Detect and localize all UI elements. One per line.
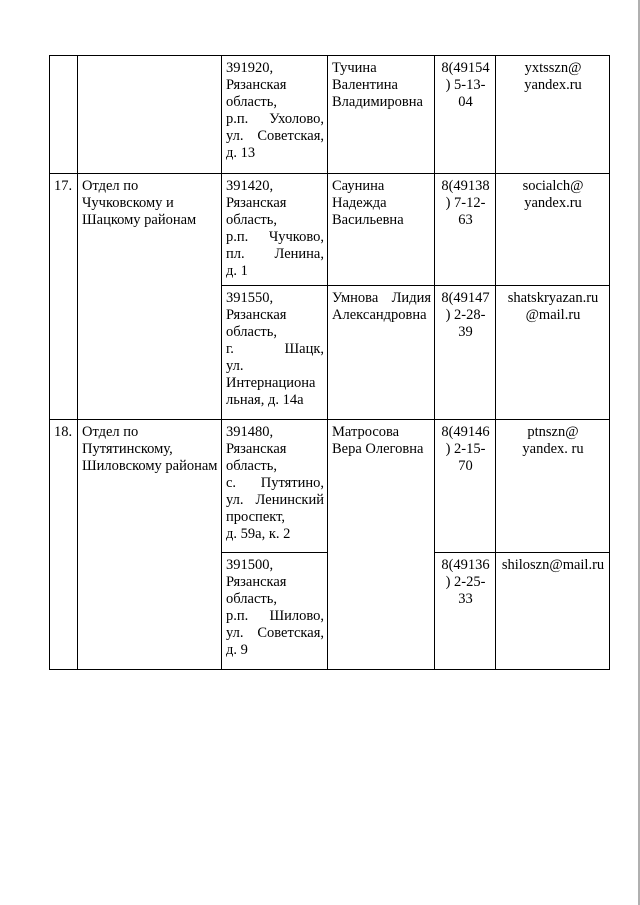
email-line: ptnszn@ xyxy=(527,424,579,440)
email-line: @mail.ru xyxy=(525,307,581,323)
row-number: 17. xyxy=(50,174,78,420)
person-name-line: Умнова Лидия xyxy=(332,290,431,306)
person-name-line: Саунина xyxy=(332,178,385,194)
address-line: льная, д. 14а xyxy=(226,392,304,408)
email-line: yxtsszn@ xyxy=(524,60,582,76)
address-line: д. 9 xyxy=(226,642,248,658)
address-line: Рязанская xyxy=(226,307,287,323)
phone-line: 04 xyxy=(458,94,473,110)
contacts-table xyxy=(49,55,610,670)
person-name-line: Владимировна xyxy=(332,94,423,110)
row-number: 18. xyxy=(50,420,78,670)
email-cell xyxy=(496,553,610,670)
person-cell xyxy=(328,56,435,174)
address-line: р.п. Чучково, xyxy=(226,229,324,245)
phone-line: ) 2-15- xyxy=(445,441,486,457)
email-cell xyxy=(496,286,610,420)
phone-cell xyxy=(435,553,496,670)
address-line: Рязанская xyxy=(226,574,287,590)
email-line: shatskryazan.ru xyxy=(507,290,599,306)
phone-line: ) 7-12- xyxy=(445,195,486,211)
phone-line: 39 xyxy=(458,324,473,340)
num-cell xyxy=(50,56,78,174)
person-name-line: Вера Олеговна xyxy=(332,441,424,457)
address-line: 391480, xyxy=(226,424,274,440)
email-cell xyxy=(496,174,610,286)
person-name-line: Александровна xyxy=(332,307,427,323)
address-line: 391420, xyxy=(226,178,274,194)
address-line: ул. Советская, xyxy=(226,128,324,144)
address-line: область, xyxy=(226,324,277,340)
phone-line: 63 xyxy=(458,212,473,228)
address-line: с. Путятино, xyxy=(226,475,324,491)
address-cell xyxy=(222,420,328,553)
dept-cell xyxy=(78,56,222,174)
phone-line: 8(49138 xyxy=(441,178,490,194)
phone-line: ) 5-13- xyxy=(445,77,486,93)
address-line: р.п. Ухолово, xyxy=(226,111,324,127)
table-row xyxy=(50,56,610,174)
email-cell xyxy=(496,56,610,174)
address-line: г. Шацк, xyxy=(226,341,324,357)
address-line: Рязанская xyxy=(226,195,287,211)
person-name-line: Надежда xyxy=(332,195,387,211)
address-line: область, xyxy=(226,591,277,607)
address-line: 391920, xyxy=(226,60,274,76)
address-line: проспект, xyxy=(226,509,285,525)
person-name-line: Тучина xyxy=(332,60,377,76)
address-line: область, xyxy=(226,212,277,228)
address-line: область, xyxy=(226,458,277,474)
address-line: ул. Советская, xyxy=(226,625,324,641)
address-cell xyxy=(222,56,328,174)
phone-line: 8(49147 xyxy=(441,290,490,306)
person-cell xyxy=(328,420,435,670)
address-line: Рязанская xyxy=(226,441,287,457)
phone-line: ) 2-25- xyxy=(445,574,486,590)
address-cell xyxy=(222,286,328,420)
phone-cell xyxy=(435,286,496,420)
phone-line: 33 xyxy=(458,591,473,607)
phone-line: 8(49146 xyxy=(441,424,490,440)
address-line: пл. Ленина, xyxy=(226,246,324,262)
email-line: shiloszn@mail.ru xyxy=(501,557,605,573)
email-line: yandex.ru xyxy=(524,195,582,211)
person-cell xyxy=(328,174,435,286)
person-name-line: Валентина xyxy=(332,77,398,93)
address-line: д. 1 xyxy=(226,263,248,279)
address-line: ул. Ленинский xyxy=(226,492,324,508)
email-line: socialch@ xyxy=(522,178,584,194)
person-name-line: Матросова xyxy=(332,424,400,440)
phone-cell xyxy=(435,174,496,286)
address-line: ул. xyxy=(226,358,244,374)
dept-name: Отдел по Путятинскому, Шиловскому районам xyxy=(78,420,222,670)
phone-line: 8(49136 xyxy=(441,557,490,573)
address-cell xyxy=(222,174,328,286)
table-row xyxy=(50,174,610,286)
address-line: Интернациона xyxy=(226,375,316,391)
address-cell xyxy=(222,553,328,670)
address-line: Рязанская xyxy=(226,77,287,93)
person-cell xyxy=(328,286,435,420)
phone-line: ) 2-28- xyxy=(445,307,486,323)
address-line: 391500, xyxy=(226,557,274,573)
address-line: д. 13 xyxy=(226,145,256,161)
address-line: 391550, xyxy=(226,290,274,306)
address-line: р.п. Шилово, xyxy=(226,608,324,624)
phone-cell xyxy=(435,420,496,553)
email-cell xyxy=(496,420,610,553)
address-line: д. 59а, к. 2 xyxy=(226,526,291,542)
dept-name: Отдел по Чучковскому и Шацкому районам xyxy=(78,174,222,420)
email-line: yandex.ru xyxy=(524,77,582,93)
phone-cell xyxy=(435,56,496,174)
phone-line: 8(49154 xyxy=(441,60,490,76)
email-line: yandex. ru xyxy=(522,441,584,457)
phone-line: 70 xyxy=(458,458,473,474)
person-name-line: Васильевна xyxy=(332,212,404,228)
address-line: область, xyxy=(226,94,277,110)
table-row xyxy=(50,420,610,553)
